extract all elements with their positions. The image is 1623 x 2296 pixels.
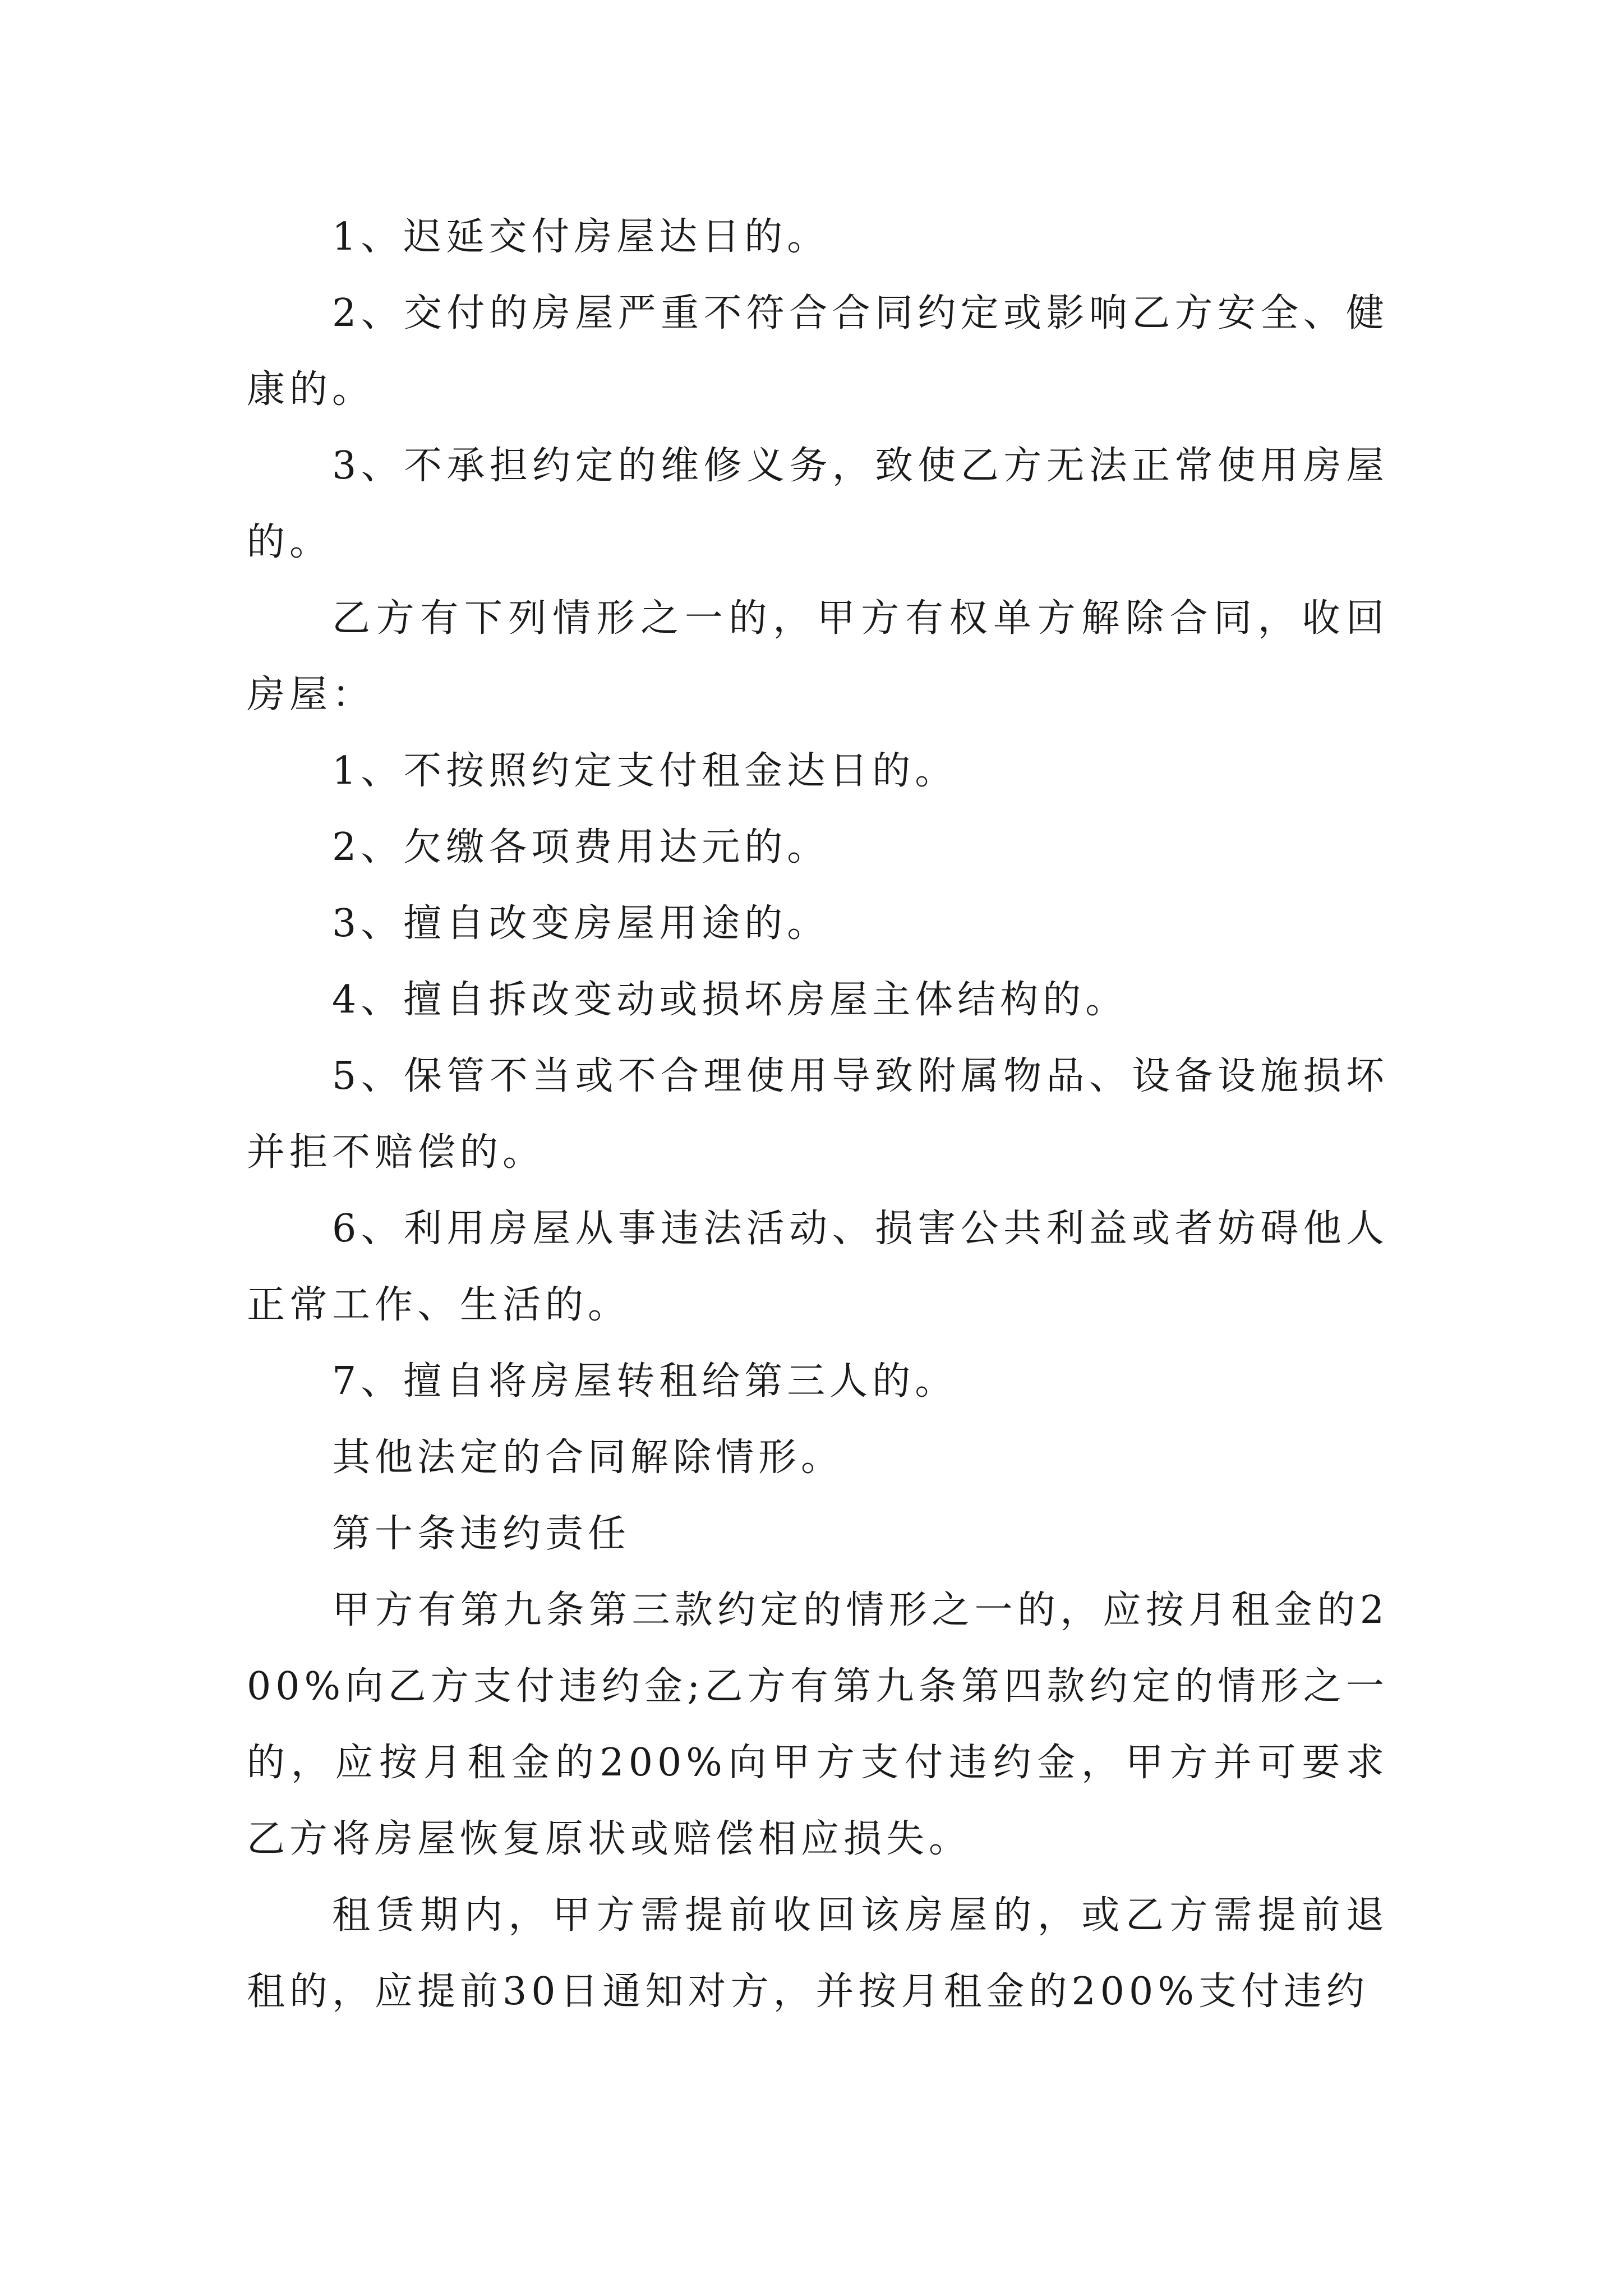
paragraph: 2、交付的房屋严重不符合合同约定或影响乙方安全、健康的。 xyxy=(247,291,1389,412)
paragraph: 3、擅自改变房屋用途的。 xyxy=(332,901,830,946)
paragraph: 其他法定的合同解除情形。 xyxy=(332,1435,844,1480)
paragraph: 乙方有下列情形之一的，甲方有权单方解除合同，收回房屋： xyxy=(247,596,1389,717)
section-heading: 第十条违约责任 xyxy=(332,1512,631,1556)
paragraph: 2、欠缴各项费用达元的。 xyxy=(332,825,830,869)
paragraph: 3、不承担约定的维修义务，致使乙方无法正常使用房屋的。 xyxy=(247,444,1389,564)
paragraph: 甲方有第九条第三款约定的情形之一的，应按月租金的200%向乙方支付违约金;乙方有第九条第四款约定的情形之一的，应按月租金的200%向甲方支付违约金，甲方并可要求乙方将房屋恢复原状或赔偿相应损失。 xyxy=(247,1588,1389,1861)
paragraph: 租赁期内，甲方需提前收回该房屋的，或乙方需提前退租的，应提前30日通知对方，并按月租金的200%支付违约 xyxy=(247,1893,1389,2014)
paragraph: 1、不按照约定支付租金达日的。 xyxy=(332,749,958,793)
paragraph: 1、迟延交付房屋达日的。 xyxy=(332,215,830,259)
paragraph: 6、利用房屋从事违法活动、损害公共利益或者妨碍他人正常工作、生活的。 xyxy=(247,1207,1389,1327)
paragraph: 5、保管不当或不合理使用导致附属物品、设备设施损坏并拒不赔偿的。 xyxy=(247,1054,1389,1175)
paragraph: 7、擅自将房屋转租给第三人的。 xyxy=(332,1359,958,1404)
paragraph: 4、擅自拆改变动或损坏房屋主体结构的。 xyxy=(332,978,1128,1022)
document-body xyxy=(247,199,1389,2030)
